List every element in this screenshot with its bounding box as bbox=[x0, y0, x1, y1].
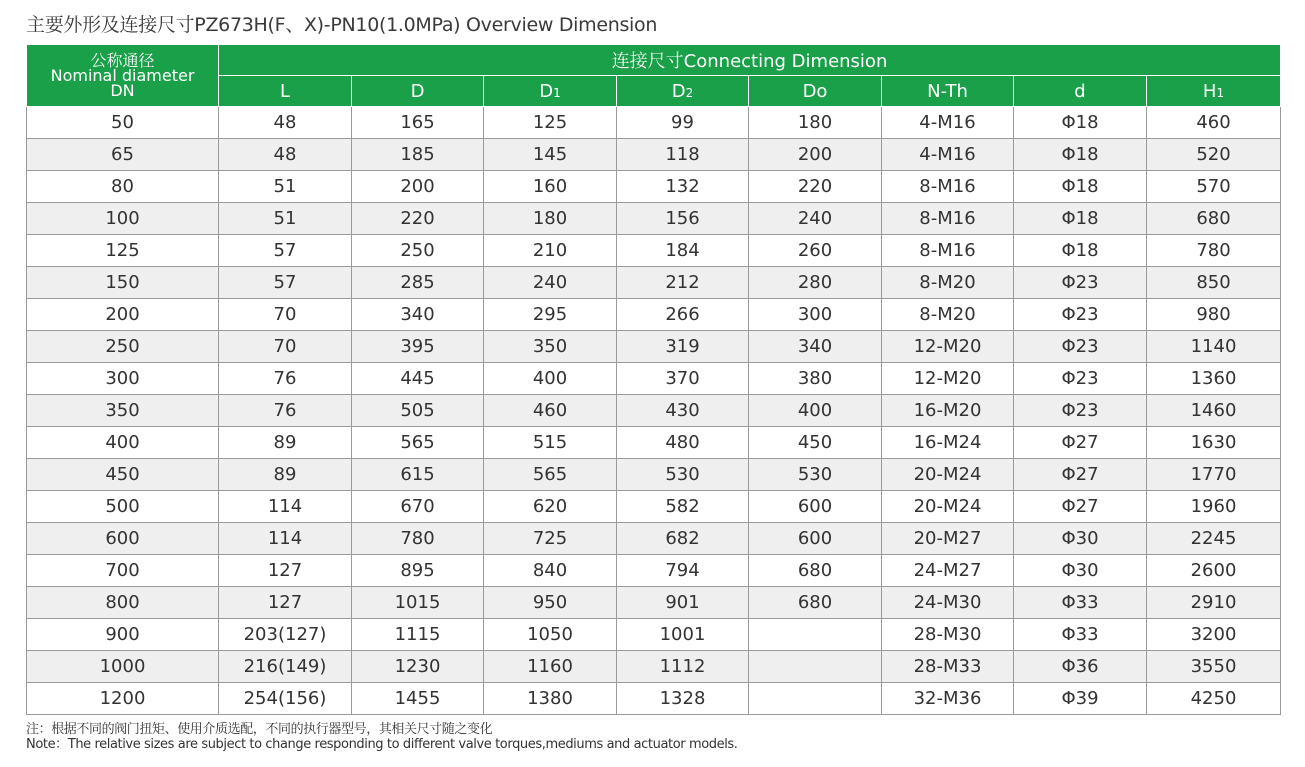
table-cell: 380 bbox=[749, 363, 882, 395]
table-cell: 1230 bbox=[352, 651, 484, 683]
table-cell: 114 bbox=[219, 523, 352, 555]
nominal-diameter-abbr: DN bbox=[110, 81, 135, 100]
connecting-dimension-header: 连接尺寸Connecting Dimension bbox=[219, 45, 1281, 76]
table-cell-dn: 450 bbox=[27, 459, 219, 491]
table-cell: 1112 bbox=[617, 651, 749, 683]
table-cell: 156 bbox=[617, 203, 749, 235]
table-cell: Φ23 bbox=[1014, 267, 1147, 299]
table-body bbox=[27, 107, 1281, 715]
table-cell: 780 bbox=[1147, 235, 1281, 267]
table-cell: 118 bbox=[617, 139, 749, 171]
table-cell: Φ27 bbox=[1014, 459, 1147, 491]
table-cell bbox=[749, 683, 882, 715]
table-cell-dn: 125 bbox=[27, 235, 219, 267]
table-cell: 1140 bbox=[1147, 331, 1281, 363]
table-cell: Φ30 bbox=[1014, 555, 1147, 587]
table-cell: Φ23 bbox=[1014, 363, 1147, 395]
table-cell: 530 bbox=[617, 459, 749, 491]
table-cell: 600 bbox=[749, 523, 882, 555]
table-cell-dn: 65 bbox=[27, 139, 219, 171]
column-header-l-main: L bbox=[279, 80, 291, 102]
table-row bbox=[27, 235, 1281, 267]
footnote bbox=[26, 722, 738, 752]
table-cell: 51 bbox=[219, 171, 352, 203]
table-cell: Φ33 bbox=[1014, 587, 1147, 619]
table-cell: 285 bbox=[352, 267, 484, 299]
table-cell: 794 bbox=[617, 555, 749, 587]
table-cell: 70 bbox=[219, 299, 352, 331]
column-header-n-th bbox=[882, 76, 1014, 107]
table-cell: 520 bbox=[1147, 139, 1281, 171]
column-header-d-small-main: d bbox=[1074, 80, 1086, 102]
table-cell: 180 bbox=[484, 203, 617, 235]
table-cell: 615 bbox=[352, 459, 484, 491]
page-title: 主要外形及连接尺寸PZ673H(F、X)-PN10(1.0MPa) Overview Dimension bbox=[26, 14, 658, 36]
table-cell: 1050 bbox=[484, 619, 617, 651]
table-cell: 212 bbox=[617, 267, 749, 299]
table-cell: 127 bbox=[219, 587, 352, 619]
table-row bbox=[27, 363, 1281, 395]
footnote-zh: 注：根据不同的阀门扭矩、使用介质选配，不同的执行器型号，其相关尺寸随之变化 bbox=[26, 722, 493, 737]
table-cell: 16-M24 bbox=[882, 427, 1014, 459]
table-cell: 127 bbox=[219, 555, 352, 587]
table-row bbox=[27, 587, 1281, 619]
table-cell: 515 bbox=[484, 427, 617, 459]
table-cell bbox=[749, 619, 882, 651]
table-cell: 8-M16 bbox=[882, 235, 1014, 267]
table-row bbox=[27, 299, 1281, 331]
table-cell-dn: 350 bbox=[27, 395, 219, 427]
column-header-d1-sub: 1 bbox=[553, 85, 561, 100]
table-cell: 220 bbox=[749, 171, 882, 203]
table-cell: 200 bbox=[749, 139, 882, 171]
column-header-h1-sub: 1 bbox=[1216, 85, 1225, 100]
table-cell: 185 bbox=[352, 139, 484, 171]
table-cell: Φ27 bbox=[1014, 427, 1147, 459]
table-cell: 57 bbox=[219, 235, 352, 267]
table-row bbox=[27, 331, 1281, 363]
table-cell: 1630 bbox=[1147, 427, 1281, 459]
column-header-d2-main: D bbox=[671, 80, 686, 102]
table-cell: Φ39 bbox=[1014, 683, 1147, 715]
table-cell: 48 bbox=[219, 139, 352, 171]
table-row bbox=[27, 555, 1281, 587]
table-cell: 165 bbox=[352, 107, 484, 139]
column-header-d2 bbox=[617, 76, 749, 107]
table-cell: 1160 bbox=[484, 651, 617, 683]
table-cell: Φ18 bbox=[1014, 107, 1147, 139]
table-cell: 2245 bbox=[1147, 523, 1281, 555]
table-cell-dn: 250 bbox=[27, 331, 219, 363]
table-cell: 51 bbox=[219, 203, 352, 235]
table-cell: 445 bbox=[352, 363, 484, 395]
table-row bbox=[27, 267, 1281, 299]
table-cell: 901 bbox=[617, 587, 749, 619]
table-cell: Φ30 bbox=[1014, 523, 1147, 555]
table-cell: 570 bbox=[1147, 171, 1281, 203]
table-cell: 620 bbox=[484, 491, 617, 523]
table-cell: 12-M20 bbox=[882, 363, 1014, 395]
table-cell: 1360 bbox=[1147, 363, 1281, 395]
table-cell: 12-M20 bbox=[882, 331, 1014, 363]
table-cell: Φ36 bbox=[1014, 651, 1147, 683]
table-cell: 180 bbox=[749, 107, 882, 139]
table-cell: 582 bbox=[617, 491, 749, 523]
table-row bbox=[27, 171, 1281, 203]
table-cell: Φ33 bbox=[1014, 619, 1147, 651]
table-cell: 8-M16 bbox=[882, 171, 1014, 203]
table-cell: Φ18 bbox=[1014, 171, 1147, 203]
table-cell: 145 bbox=[484, 139, 617, 171]
table-row bbox=[27, 651, 1281, 683]
table-cell-dn: 900 bbox=[27, 619, 219, 651]
table-cell: 32-M36 bbox=[882, 683, 1014, 715]
nominal-diameter-header bbox=[27, 45, 219, 107]
table-cell: 89 bbox=[219, 459, 352, 491]
table-cell: 1380 bbox=[484, 683, 617, 715]
table-cell: Φ23 bbox=[1014, 299, 1147, 331]
table-cell: 4-M16 bbox=[882, 107, 1014, 139]
table-cell: 8-M20 bbox=[882, 299, 1014, 331]
table-cell: 950 bbox=[484, 587, 617, 619]
table-cell: 980 bbox=[1147, 299, 1281, 331]
table-cell: 200 bbox=[352, 171, 484, 203]
table-cell: 1960 bbox=[1147, 491, 1281, 523]
table-row bbox=[27, 427, 1281, 459]
table-cell-dn: 400 bbox=[27, 427, 219, 459]
table-cell: 76 bbox=[219, 395, 352, 427]
table-cell: 3200 bbox=[1147, 619, 1281, 651]
table-cell: Φ27 bbox=[1014, 491, 1147, 523]
table-cell-dn: 800 bbox=[27, 587, 219, 619]
table-cell: 430 bbox=[617, 395, 749, 427]
table-cell: 1455 bbox=[352, 683, 484, 715]
table-cell: 57 bbox=[219, 267, 352, 299]
table-cell: 28-M33 bbox=[882, 651, 1014, 683]
column-header-d-small bbox=[1014, 76, 1147, 107]
table-cell: 114 bbox=[219, 491, 352, 523]
table-cell: 16-M20 bbox=[882, 395, 1014, 427]
table-cell: 450 bbox=[749, 427, 882, 459]
column-header-l bbox=[219, 76, 352, 107]
table-cell: 400 bbox=[749, 395, 882, 427]
table-cell: 670 bbox=[352, 491, 484, 523]
table-cell: Φ18 bbox=[1014, 139, 1147, 171]
table-cell: 680 bbox=[1147, 203, 1281, 235]
table-cell: 4250 bbox=[1147, 683, 1281, 715]
table-cell-dn: 50 bbox=[27, 107, 219, 139]
table-cell: 240 bbox=[749, 203, 882, 235]
table-cell: 254(156) bbox=[219, 683, 352, 715]
table-cell: 240 bbox=[484, 267, 617, 299]
table-cell: 125 bbox=[484, 107, 617, 139]
table-cell: 530 bbox=[749, 459, 882, 491]
table-cell: 8-M20 bbox=[882, 267, 1014, 299]
footnote-en: Note：The relative sizes are subject to change responding to different valve torques,mediums and actuator models. bbox=[26, 737, 738, 752]
table-cell: 1460 bbox=[1147, 395, 1281, 427]
column-header-d1-main: D bbox=[539, 80, 554, 102]
table-row bbox=[27, 139, 1281, 171]
table-row bbox=[27, 491, 1281, 523]
table-cell: 725 bbox=[484, 523, 617, 555]
table-cell: 340 bbox=[749, 331, 882, 363]
column-header-do bbox=[749, 76, 882, 107]
table-cell-dn: 300 bbox=[27, 363, 219, 395]
dimension-table bbox=[26, 44, 1281, 715]
table-cell-dn: 100 bbox=[27, 203, 219, 235]
table-cell-dn: 80 bbox=[27, 171, 219, 203]
table-cell: 850 bbox=[1147, 267, 1281, 299]
table-cell: 4-M16 bbox=[882, 139, 1014, 171]
table-row bbox=[27, 395, 1281, 427]
table-cell: 76 bbox=[219, 363, 352, 395]
table-cell: 1328 bbox=[617, 683, 749, 715]
nominal-diameter-en: Nominal diameter bbox=[50, 66, 195, 85]
table-cell: 260 bbox=[749, 235, 882, 267]
column-header-d-main: D bbox=[410, 80, 425, 102]
table-cell: 295 bbox=[484, 299, 617, 331]
table-cell: 24-M30 bbox=[882, 587, 1014, 619]
table-cell: 682 bbox=[617, 523, 749, 555]
table-row bbox=[27, 523, 1281, 555]
table-cell: 2910 bbox=[1147, 587, 1281, 619]
table-row bbox=[27, 459, 1281, 491]
table-cell: 20-M27 bbox=[882, 523, 1014, 555]
table-cell: 48 bbox=[219, 107, 352, 139]
table-cell: 266 bbox=[617, 299, 749, 331]
table-cell-dn: 200 bbox=[27, 299, 219, 331]
column-header-d1 bbox=[484, 76, 617, 107]
table-cell-dn: 700 bbox=[27, 555, 219, 587]
table-cell: 99 bbox=[617, 107, 749, 139]
table-cell: 350 bbox=[484, 331, 617, 363]
table-header bbox=[27, 45, 1281, 107]
column-header-h1-main: H bbox=[1202, 80, 1217, 102]
table-row bbox=[27, 203, 1281, 235]
table-cell: Φ23 bbox=[1014, 331, 1147, 363]
column-header-h1 bbox=[1147, 76, 1281, 107]
table-cell: 20-M24 bbox=[882, 491, 1014, 523]
table-cell: 1115 bbox=[352, 619, 484, 651]
table-cell: 460 bbox=[484, 395, 617, 427]
header-row-group bbox=[27, 45, 1281, 76]
table-cell: 395 bbox=[352, 331, 484, 363]
table-cell: 184 bbox=[617, 235, 749, 267]
table-cell-dn: 1200 bbox=[27, 683, 219, 715]
table-cell-dn: 1000 bbox=[27, 651, 219, 683]
table-cell: 70 bbox=[219, 331, 352, 363]
column-header-do-main: Do bbox=[802, 80, 828, 102]
nominal-diameter-zh: 公称通径 bbox=[90, 51, 155, 70]
table-cell: 20-M24 bbox=[882, 459, 1014, 491]
table-cell: 24-M27 bbox=[882, 555, 1014, 587]
table-cell: 340 bbox=[352, 299, 484, 331]
table-cell: 565 bbox=[352, 427, 484, 459]
table-row bbox=[27, 683, 1281, 715]
table-cell: 160 bbox=[484, 171, 617, 203]
table-cell: 2600 bbox=[1147, 555, 1281, 587]
table-cell: 1015 bbox=[352, 587, 484, 619]
table-cell bbox=[749, 651, 882, 683]
table-cell: 132 bbox=[617, 171, 749, 203]
table-cell: 300 bbox=[749, 299, 882, 331]
table-cell: 895 bbox=[352, 555, 484, 587]
table-cell-dn: 500 bbox=[27, 491, 219, 523]
table-cell: 216(149) bbox=[219, 651, 352, 683]
table-cell: 250 bbox=[352, 235, 484, 267]
table-cell: 505 bbox=[352, 395, 484, 427]
table-cell-dn: 600 bbox=[27, 523, 219, 555]
table-cell: 319 bbox=[617, 331, 749, 363]
table-cell: 280 bbox=[749, 267, 882, 299]
table-cell: 680 bbox=[749, 555, 882, 587]
table-cell: 8-M16 bbox=[882, 203, 1014, 235]
table-cell: 480 bbox=[617, 427, 749, 459]
column-header-d2-sub: 2 bbox=[685, 85, 694, 100]
table-cell: 3550 bbox=[1147, 651, 1281, 683]
column-header-n-th-main: N-Th bbox=[927, 80, 968, 102]
table-cell-dn: 150 bbox=[27, 267, 219, 299]
table-cell: 220 bbox=[352, 203, 484, 235]
table-cell: 780 bbox=[352, 523, 484, 555]
table-cell: 460 bbox=[1147, 107, 1281, 139]
table-cell: 1770 bbox=[1147, 459, 1281, 491]
table-cell: 1001 bbox=[617, 619, 749, 651]
table-cell: 203(127) bbox=[219, 619, 352, 651]
table-cell: Φ18 bbox=[1014, 235, 1147, 267]
table-cell: 210 bbox=[484, 235, 617, 267]
table-cell: Φ18 bbox=[1014, 203, 1147, 235]
table-cell: 400 bbox=[484, 363, 617, 395]
column-header-d bbox=[352, 76, 484, 107]
table-row bbox=[27, 619, 1281, 651]
table-cell: 28-M30 bbox=[882, 619, 1014, 651]
table-cell: 565 bbox=[484, 459, 617, 491]
table-cell: 370 bbox=[617, 363, 749, 395]
table-cell: Φ23 bbox=[1014, 395, 1147, 427]
table-cell: 89 bbox=[219, 427, 352, 459]
table-row bbox=[27, 107, 1281, 139]
table-cell: 840 bbox=[484, 555, 617, 587]
table-cell: 600 bbox=[749, 491, 882, 523]
table-cell: 680 bbox=[749, 587, 882, 619]
